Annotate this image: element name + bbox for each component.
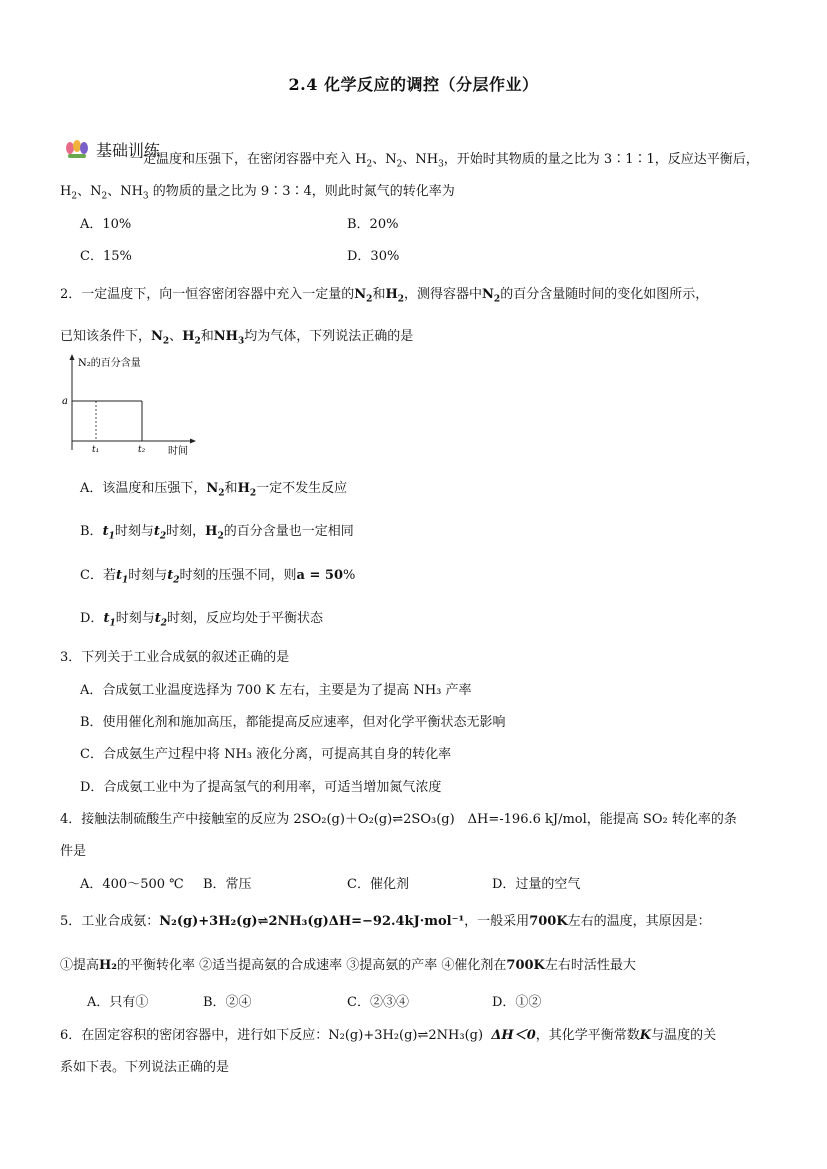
q5-option-c[interactable]: C．②③④ bbox=[347, 995, 409, 1010]
q4-stem-line1: 4．接触法制硫酸生产中接触室的反应为 2SO₂(g)＋O₂(g)⇌2SO₃(g) ΔH=-196.6 kJ/mol，能提高 SO₂ 转化率的条 bbox=[60, 812, 737, 827]
q2-option-c[interactable]: C．若$t_1$时刻与$t_2$时刻的压强不同，则a = 50% bbox=[80, 568, 356, 586]
q1-option-d[interactable]: D．30% bbox=[347, 249, 400, 264]
q6-stem-line1: 6．在固定容积的密闭容器中，进行如下反应：N₂(g)+3H₂(g)⇌2NH₃(g) ΔH＜0，其化学平衡常数K与温度的关 bbox=[60, 1028, 717, 1043]
q2-stem-line1: 2．一定温度下，向一恒容密闭容器中充入一定量的$N_2$和$H_2$，测得容器中$N_2$的百分含量随时间的变化如图所示， bbox=[60, 287, 709, 305]
q3-option-c[interactable]: C．合成氨生产过程中将 NH₃ 液化分离，可提高其自身的转化率 bbox=[80, 747, 452, 762]
t1-label: t₁ bbox=[92, 445, 100, 455]
q2-stem-line2: 已知该条件下，$N_2$、$H_2$和$NH_3$均为气体，下列说法正确的是 bbox=[60, 329, 414, 347]
q3-stem: 3．下列关于工业合成氨的叙述正确的是 bbox=[60, 650, 290, 665]
q1-option-b[interactable]: B．20% bbox=[347, 217, 399, 232]
q1-option-a[interactable]: A．10% bbox=[80, 217, 132, 232]
q3-option-d[interactable]: D．合成氨工业中为了提高氢气的利用率，可适当增加氮气浓度 bbox=[80, 780, 442, 795]
q5-option-a[interactable]: A．只有① bbox=[87, 995, 149, 1010]
page-title: 2.4 化学反应的调控（分层作业） bbox=[288, 75, 539, 94]
q5-option-b[interactable]: B．②④ bbox=[203, 995, 252, 1010]
q4-option-b[interactable]: B．常压 bbox=[203, 877, 252, 892]
q6-stem-line2: 系如下表。下列说法正确的是 bbox=[60, 1060, 230, 1075]
y-axis-arrow bbox=[70, 354, 75, 360]
q4-option-c[interactable]: C．催化剂 bbox=[347, 877, 409, 892]
q2-option-d[interactable]: D．$t_1$时刻与$t_2$时刻，反应均处于平衡状态 bbox=[80, 611, 324, 629]
q5-option-d[interactable]: D．①② bbox=[492, 995, 542, 1010]
section-badge-label: 基础训练 bbox=[96, 141, 161, 160]
q5-stem-line1: 5．工业合成氨：N₂(g)+3H₂(g)⇌2NH₃(g)ΔH=−92.4kJ·mol⁻¹，一般采用700K左右的温度，其原因是： bbox=[60, 914, 711, 929]
q4-stem-line2: 件是 bbox=[60, 844, 87, 859]
q1-stem-line2: $H_2$、$N_2$、$NH_3$ 的物质的量之比为 9∶3∶4，则此时氮气的转化率为 bbox=[60, 184, 455, 202]
q3-option-b[interactable]: B．使用催化剂和施加高压，都能提高反应速率，但对化学平衡状态无影响 bbox=[80, 715, 506, 730]
t2-label: t₂ bbox=[138, 445, 146, 455]
q2-option-b[interactable]: B．$t_1$时刻与$t_2$时刻，$H_2$的百分含量也一定相同 bbox=[80, 524, 354, 542]
q1-stem-line1: 一定温度和压强下，在密闭容器中充入 $H_2$、$N_2$、$NH_3$，开始时其物质的量之比为 3∶1∶1，反应达平衡后， bbox=[130, 152, 759, 170]
y-axis-label: N₂的百分含量 bbox=[78, 358, 141, 369]
q4-option-d[interactable]: D．过量的空气 bbox=[492, 877, 581, 892]
q2-option-a[interactable]: A．该温度和压强下，$N_2$和$H_2$一定不发生反应 bbox=[80, 481, 348, 499]
a-label: a bbox=[62, 396, 68, 407]
x-axis-label: 时间 bbox=[168, 446, 188, 457]
x-axis-arrow bbox=[190, 439, 196, 444]
q5-reasons: ①提高H₂的平衡转化率 ②适当提高氨的合成速率 ③提高氨的产率 ④催化剂在700K左右时活性最大 bbox=[60, 958, 636, 973]
q3-option-a[interactable]: A．合成氨工业温度选择为 700 K 左右，主要是为了提高 NH₃ 产率 bbox=[80, 683, 472, 698]
q4-option-a[interactable]: A．400～500 ℃ bbox=[80, 877, 184, 892]
flower-icon bbox=[64, 140, 90, 160]
q1-option-c[interactable]: C．15% bbox=[80, 249, 132, 264]
q2-chart bbox=[60, 352, 210, 462]
